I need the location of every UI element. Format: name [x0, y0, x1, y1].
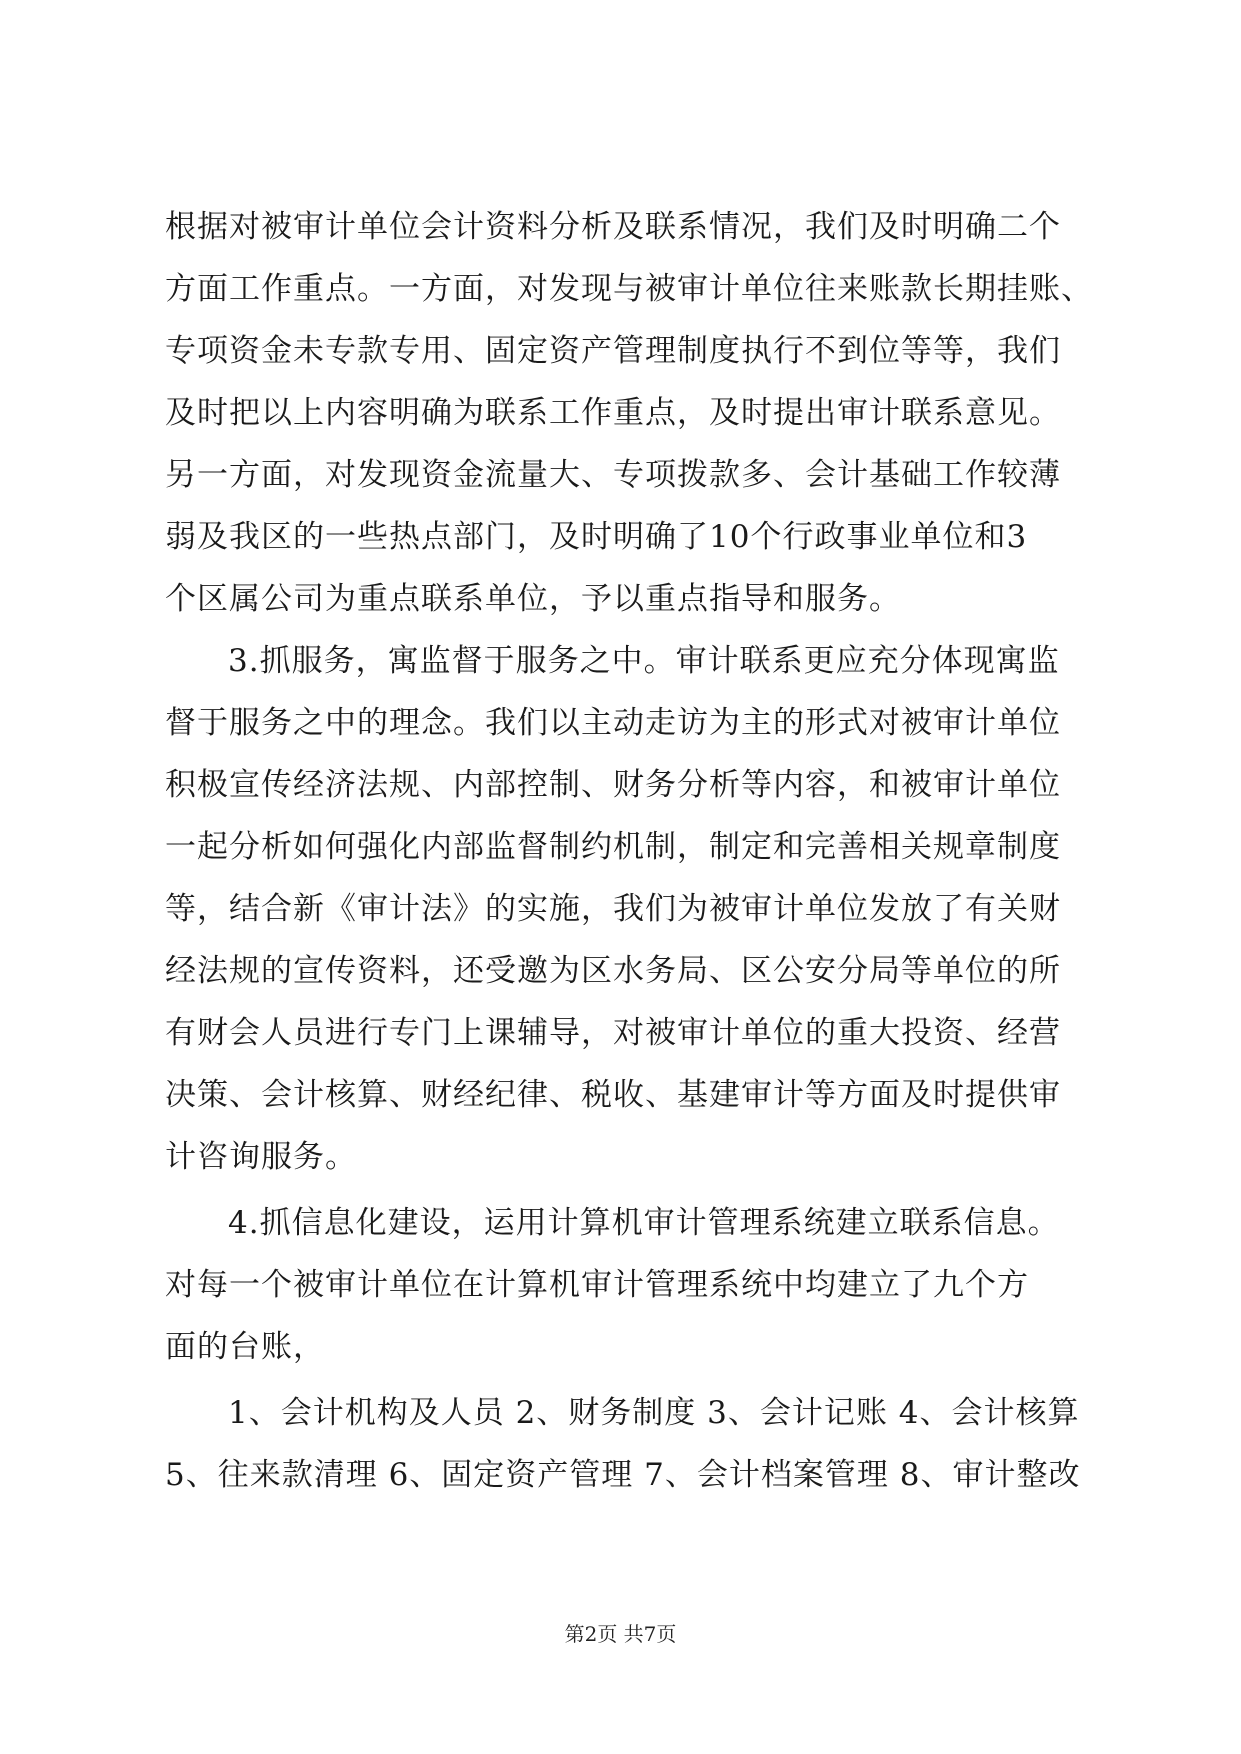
- body-text-line: 个区属公司为重点联系单位，予以重点指导和服务。: [165, 581, 901, 617]
- body-text-line: 根据对被审计单位会计资料分析及联系情况，我们及时明确二个: [165, 209, 1061, 245]
- body-text-line: 弱及我区的一些热点部门，及时明确了10个行政事业单位和3: [165, 519, 1028, 555]
- body-text-line: 决策、会计核算、财经纪律、税收、基建审计等方面及时提供审: [165, 1077, 1061, 1113]
- body-text-line: 计咨询服务。: [165, 1139, 357, 1175]
- body-text-line: 督于服务之中的理念。我们以主动走访为主的形式对被审计单位: [165, 705, 1061, 741]
- page-number-footer: 第2页 共7页: [564, 1622, 677, 1646]
- body-text-line: 有财会人员进行专门上课辅导，对被审计单位的重大投资、经营: [165, 1015, 1061, 1051]
- body-text-line: 对每一个被审计单位在计算机审计管理系统中均建立了九个方: [165, 1267, 1029, 1303]
- body-text-line: 另一方面，对发现资金流量大、专项拨款多、会计基础工作较薄: [165, 457, 1061, 493]
- body-text-line: 及时把以上内容明确为联系工作重点，及时提出审计联系意见。: [165, 395, 1061, 431]
- list-line: 1、会计机构及人员 2、财务制度 3、会计记账 4、会计核算: [228, 1395, 1080, 1431]
- body-text-line: 积极宣传经济法规、内部控制、财务分析等内容，和被审计单位: [165, 767, 1061, 803]
- paragraph-heading-4: 4.抓信息化建设，运用计算机审计管理系统建立联系信息。: [228, 1205, 1060, 1241]
- body-text-line: 等，结合新《审计法》的实施，我们为被审计单位发放了有关财: [165, 891, 1061, 927]
- body-text-line: 专项资金未专款专用、固定资产管理制度执行不到位等等，我们: [165, 333, 1061, 369]
- body-text-line: 经法规的宣传资料，还受邀为区水务局、区公安分局等单位的所: [165, 953, 1061, 989]
- paragraph-heading-3: 3.抓服务，寓监督于服务之中。审计联系更应充分体现寓监: [228, 643, 1060, 679]
- body-text-line: 面的台账，: [165, 1329, 325, 1365]
- body-text-line: 一起分析如何强化内部监督制约机制，制定和完善相关规章制度: [165, 829, 1061, 865]
- list-line: 5、往来款清理 6、固定资产管理 7、会计档案管理 8、审计整改: [165, 1457, 1081, 1493]
- body-text-line: 方面工作重点。一方面，对发现与被审计单位往来账款长期挂账、: [165, 271, 1093, 307]
